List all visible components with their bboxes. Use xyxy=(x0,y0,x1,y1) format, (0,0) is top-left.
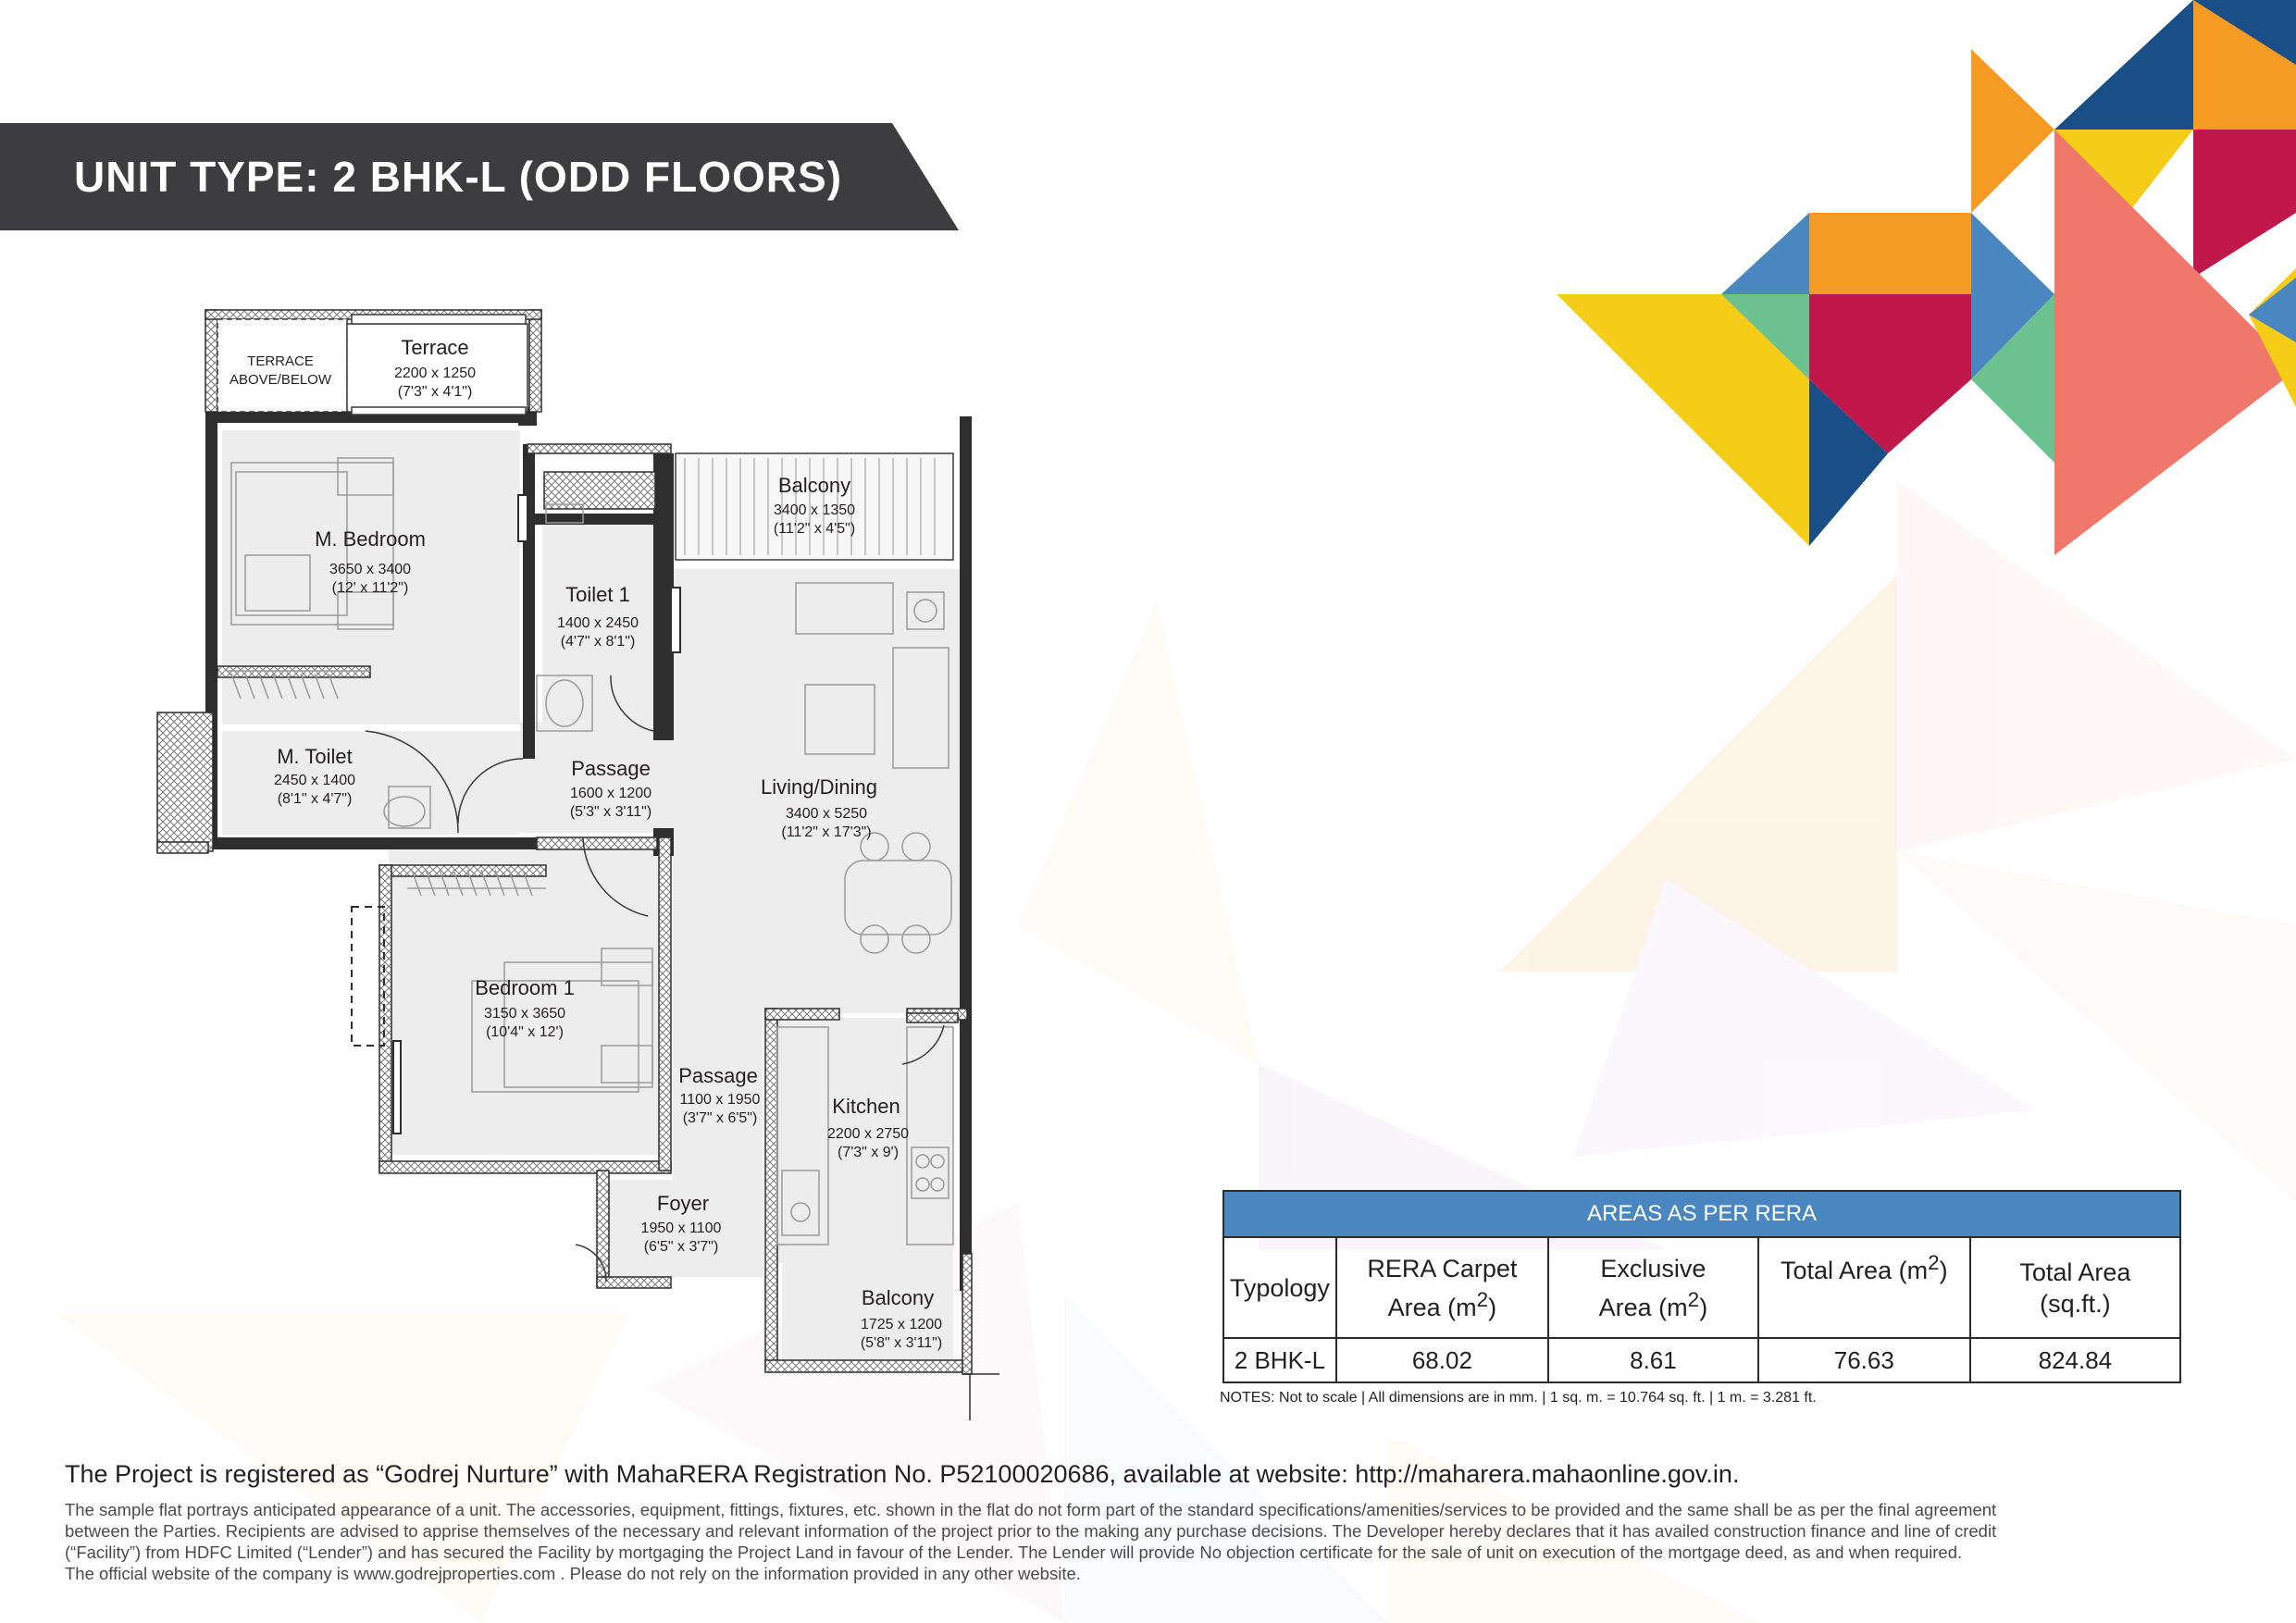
column-header-total-area-m2 xyxy=(1758,1237,1970,1338)
room-passage2-dim-ft: (3'7" x 6'5") xyxy=(682,1110,758,1126)
registration-text: The Project is registered as “Godrej Nurture” with MahaRERA Registration No. P52100020686, available at website: http://maharera.mahaonline.gov.in. xyxy=(65,1460,1740,1488)
room-toilet1-name: Toilet 1 xyxy=(565,583,630,606)
unit-type-title: UNIT TYPE: 2 BHK-L (ODD FLOORS) xyxy=(74,153,843,201)
column-header-total-area-sqft xyxy=(1970,1237,2180,1338)
disclaimer xyxy=(65,1499,2235,1584)
room-living-dining-dim-ft: (11'2" x 17'3") xyxy=(781,824,872,840)
table-row xyxy=(1223,1338,2180,1382)
column-header-typology-text: Typology xyxy=(1229,1273,1330,1302)
column-header-exclusive-line1: Exclusive xyxy=(1600,1254,1706,1282)
room-master-bedroom-dim-mm: 3650 x 3400 xyxy=(329,562,412,577)
column-header-rera-carpet-line2: Area (m xyxy=(1387,1293,1477,1321)
disclaimer-line: (“Facility”) from HDFC Limited (“Lender”) and has secured the Facility by mortgaging the Project Land in favour of the Lender. The Lender will provide No objection certificate for the sale of unit on execution of the mortgage deed, as and when required. xyxy=(65,1542,1963,1562)
cell-total-sqft: 824.84 xyxy=(1970,1338,2180,1382)
room-terrace-name: Terrace xyxy=(401,336,469,359)
room-kitchen-name: Kitchen xyxy=(832,1095,900,1118)
room-balcony2-name: Balcony xyxy=(861,1286,935,1309)
column-header-rera-carpet-line1: RERA Carpet xyxy=(1367,1254,1518,1282)
room-passage1-name: Passage xyxy=(571,757,651,780)
column-header-total-area-sqft-line1: Total Area xyxy=(2019,1258,2131,1286)
room-master-toilet-dim-ft: (8'1" x 4'7") xyxy=(277,791,353,807)
room-balcony2-dim-mm: 1725 x 1200 xyxy=(860,1317,943,1332)
room-master-bedroom-dim-ft: (12' x 11'2") xyxy=(331,580,409,596)
column-header-total-area-m2-sup: 2 xyxy=(1928,1251,1940,1274)
cell-typology: 2 BHK-L xyxy=(1223,1338,1336,1382)
room-terrace-dim-ft: (7'3" x 4'1") xyxy=(397,384,473,400)
room-terrace-dim-mm: 2200 x 1250 xyxy=(393,365,477,381)
room-toilet1-dim-ft: (4'7" x 8'1") xyxy=(560,634,636,650)
column-header-exclusive-sup: 2 xyxy=(1687,1287,1700,1311)
column-header-typology xyxy=(1223,1237,1336,1338)
room-balcony-name: Balcony xyxy=(777,474,851,497)
column-header-exclusive xyxy=(1548,1237,1758,1338)
room-master-toilet-dim-mm: 2450 x 1400 xyxy=(273,773,356,788)
room-kitchen-dim-ft: (7'3" x 9') xyxy=(837,1145,900,1160)
room-master-bedroom-name: M. Bedroom xyxy=(315,527,426,551)
cell-exclusive: 8.61 xyxy=(1548,1338,1758,1382)
room-balcony-dim-mm: 3400 x 1350 xyxy=(773,502,856,518)
column-header-exclusive-line2: Area (m xyxy=(1598,1293,1688,1321)
column-header-rera-carpet xyxy=(1336,1237,1548,1338)
cell-total-m2: 76.63 xyxy=(1758,1338,1970,1382)
room-kitchen-dim-mm: 2200 x 2750 xyxy=(826,1126,910,1142)
disclaimer-line: between the Parties. Recipients are advised to apprise themselves of the necessary and relevant information of the project prior to the making any purchase decisions. The Developer hereby declares that it has availed construction finance and line of credit xyxy=(65,1521,1997,1541)
room-living-dining-name: Living/Dining xyxy=(761,775,877,799)
notes: NOTES: Not to scale | All dimensions are in mm. | 1 sq. m. = 10.764 sq. ft. | 1 m. = 3.281 ft. xyxy=(1220,1390,1817,1406)
room-passage1-dim-ft: (5'3" x 3'11") xyxy=(569,804,652,820)
room-foyer-dim-ft: (6'5" x 3'7") xyxy=(643,1239,719,1255)
column-header-total-area-m2-line1: Total Area (m xyxy=(1781,1257,1929,1284)
entrance-marks xyxy=(962,1374,999,1420)
disclaimer-line: The official website of the company is www.godrejproperties.com . Please do not rely on the information provided in any other website. xyxy=(65,1564,1081,1583)
room-balcony-dim-ft: (11'2" x 4'5") xyxy=(773,521,856,537)
room-living-dining-dim-mm: 3400 x 5250 xyxy=(785,806,868,822)
column-header-exclusive-close: ) xyxy=(1699,1293,1708,1321)
column-header-total-area-sqft-line2: (sq.ft.) xyxy=(2040,1289,2111,1318)
disclaimer-line: The sample flat portrays anticipated appearance of a unit. The accessories, equipment, fittings, fixtures, etc. shown in the flat do not form part of the standard specifications/amenities/services to be provided and the same shall be as per the final agreement xyxy=(65,1500,1997,1519)
room-foyer-dim-mm: 1950 x 1100 xyxy=(640,1220,722,1236)
room-bedroom1-dim-mm: 3150 x 3650 xyxy=(483,1006,566,1022)
room-balcony2-dim-ft: (5'8" x 3'11") xyxy=(860,1335,943,1351)
room-bedroom1-dim-ft: (10'4" x 12') xyxy=(486,1024,564,1040)
room-terrace-below-line2: ABOVE/BELOW xyxy=(229,372,332,388)
room-passage2-name: Passage xyxy=(678,1064,758,1087)
table-title: AREAS AS PER RERA xyxy=(1223,1191,2180,1237)
room-foyer-name: Foyer xyxy=(656,1192,710,1215)
column-header-rera-carpet-sup: 2 xyxy=(1476,1287,1489,1311)
column-header-total-area-m2-close: ) xyxy=(1939,1257,1948,1284)
room-master-toilet-name: M. Toilet xyxy=(277,745,353,768)
room-passage1-dim-mm: 1600 x 1200 xyxy=(569,786,652,801)
room-bedroom1-name: Bedroom 1 xyxy=(475,976,575,999)
column-header-rera-carpet-close: ) xyxy=(1488,1293,1497,1321)
room-terrace-below-line1: TERRACE xyxy=(247,353,314,369)
rera-areas-table xyxy=(1222,1190,2181,1383)
room-toilet1-dim-mm: 1400 x 2450 xyxy=(556,615,639,631)
cell-rera-carpet: 68.02 xyxy=(1336,1338,1548,1382)
room-passage2-dim-mm: 1100 x 1950 xyxy=(679,1092,761,1108)
